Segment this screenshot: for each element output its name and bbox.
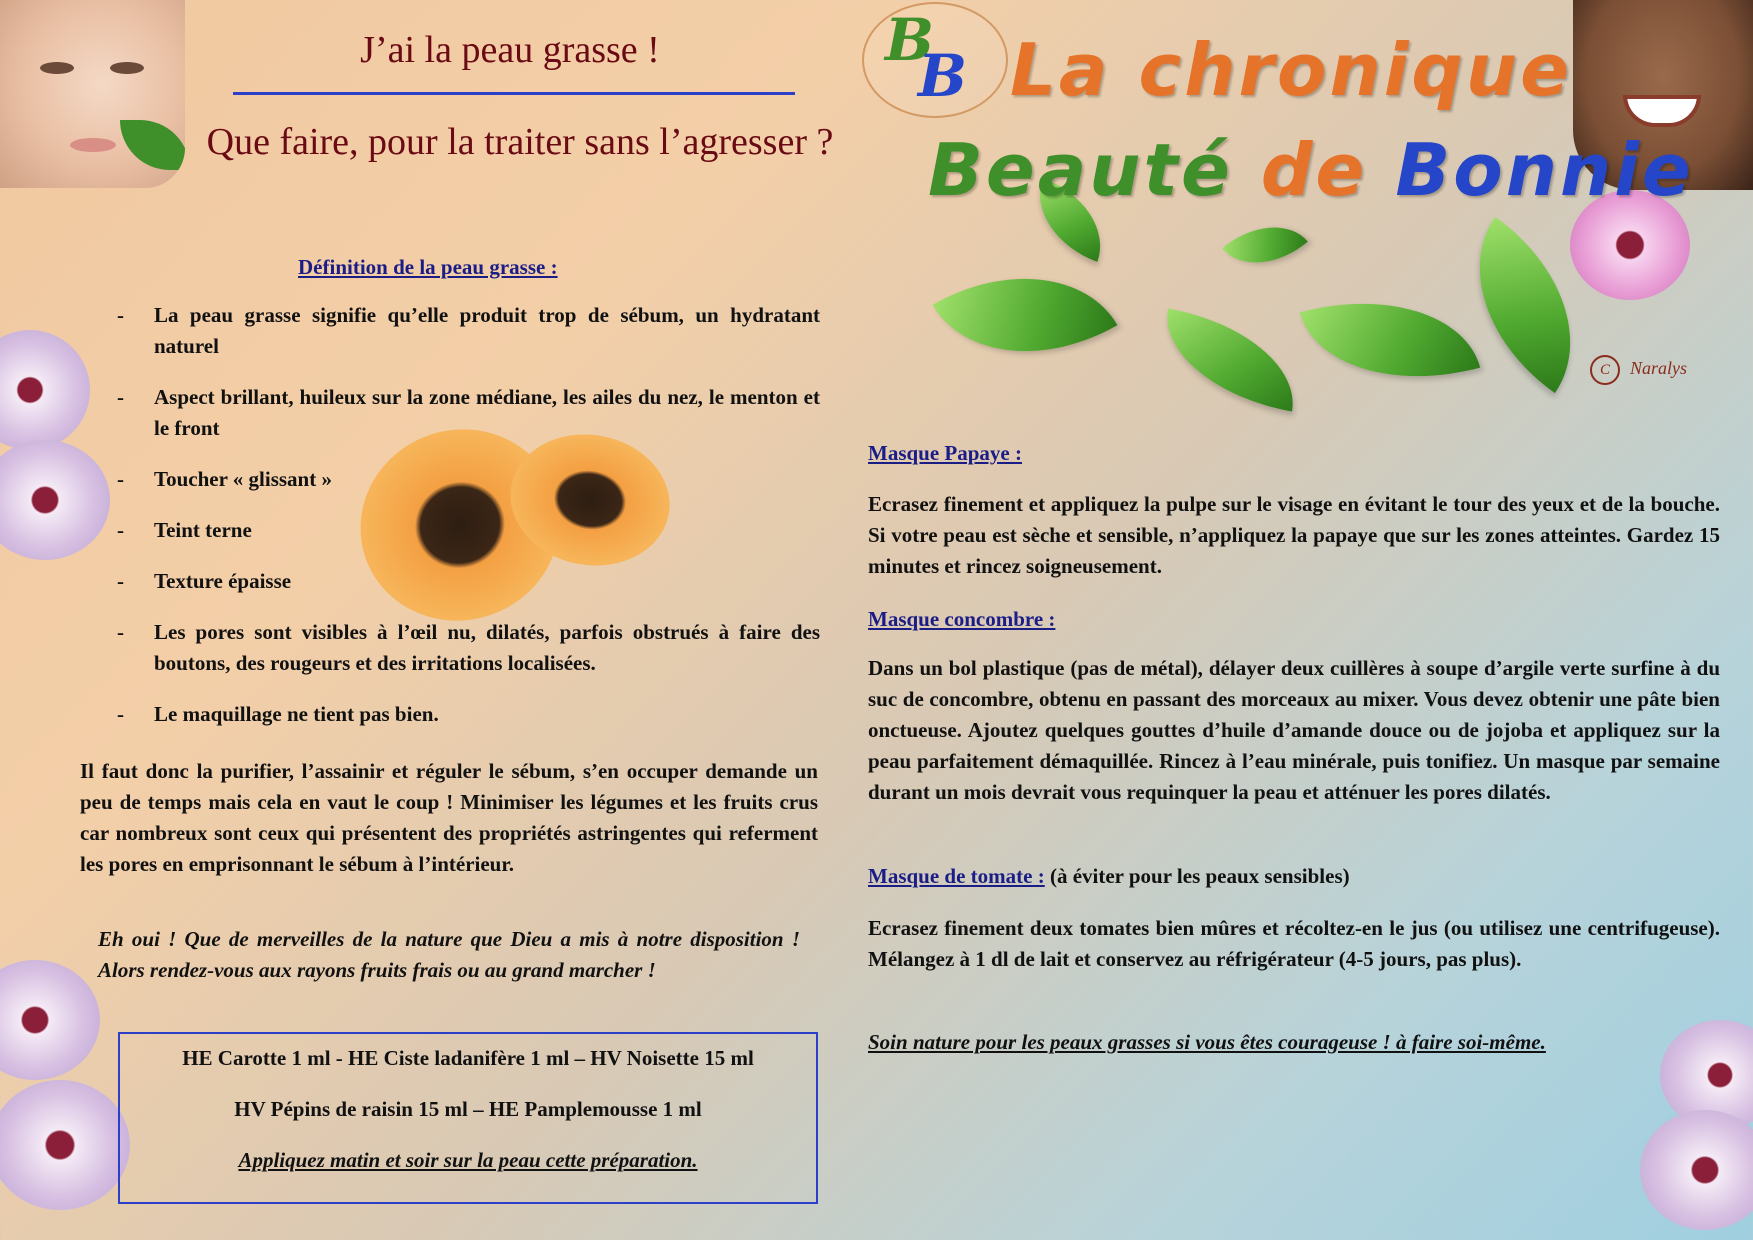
recipe-instruction: Appliquez matin et soir sur la peau cette préparation.	[238, 1148, 698, 1172]
tomato-mask-note: (à éviter pour les peaux sensibles)	[1049, 864, 1350, 888]
brand-title-line2	[928, 128, 1694, 212]
brand-title-line1: La chronique	[1010, 28, 1573, 112]
nature-quote: Eh oui ! Que de merveilles de la nature que Dieu a mis à notre disposition ! Alors rendez-vous aux rayons fruits frais ou au grand marcher !	[98, 927, 800, 982]
list-item: - Teint terne	[110, 515, 404, 546]
list-item: - La peau grasse signifie qu’elle produit trop de sébum, un hydratant naturel	[110, 300, 820, 362]
page-title: J’ai la peau grasse !	[360, 29, 660, 71]
cucumber-mask-text: Dans un bol plastique (pas de métal), délayer deux cuillères à soupe d’argile verte surfine à du suc de concombre, obtenu en passant des morceaux au mixer. Vous devez obtenir une pâte bien onctueuse. Ajoutez quelques gouttes d’huile d’amande douce ou de jojoba et appliquez sur la peau parfaitement démaquillée. Rincez à l’eau minérale, puis tonifiez. Un masque par semaine durant un mois devrait vous requinquer la peau et atténuer les pores dilatés.	[868, 656, 1720, 804]
papaya-mask-text: Ecrasez finement et appliquez la pulpe sur le visage en évitant le tour des yeux et de la bouche. Si votre peau est sèche et sensible, n’appliquez la papaye que sur les zones atteintes. Gardez 15 minutes et rincez soigneusement.	[868, 492, 1720, 578]
list-item: - Toucher « glissant »	[110, 464, 404, 495]
recipe-line-2: HV Pépins de raisin 15 ml – HE Pamplemousse 1 ml	[234, 1097, 702, 1121]
recipe-line-1: HE Carotte 1 ml - HE Ciste ladanifère 1 ml – HV Noisette 15 ml	[182, 1046, 754, 1070]
tomato-mask-heading: Masque de tomate :	[868, 864, 1045, 888]
papaya-mask-heading: Masque Papaye :	[868, 441, 1022, 465]
bb-logo-letter-blue: B	[918, 42, 968, 110]
list-item: - Texture épaisse	[110, 566, 404, 597]
brand-word-bonnie: Bonnie	[1395, 128, 1694, 212]
orchid-decoration-left-bottom2	[0, 1080, 130, 1210]
title-divider	[233, 92, 795, 95]
recipe-box	[118, 1032, 818, 1204]
orchid-decoration-left-bottom1	[0, 960, 100, 1080]
brand-word-de: de	[1260, 128, 1368, 212]
copyright-mark: C	[1590, 355, 1620, 385]
list-item: - Aspect brillant, huileux sur la zone médiane, les ailes du nez, le menton et le front	[110, 382, 820, 444]
orchid-decoration-left-mid	[0, 440, 110, 560]
symptoms-list	[110, 300, 820, 750]
list-item: - Le maquillage ne tient pas bien.	[110, 699, 820, 730]
cucumber-mask-heading: Masque concombre :	[868, 607, 1056, 631]
treatment-paragraph: Il faut donc la purifier, l’assainir et réguler le sébum, s’en occuper demande un peu de temps mais cela en vaut le coup ! Minimiser les légumes et les fruits crus car nombreux sont ceux qui présentent des propriétés astringentes qui referment les pores en emprisonnant le sébum à l’intérieur.	[80, 759, 818, 876]
list-item: - Les pores sont visibles à l’œil nu, dilatés, parfois obstrués à faire des boutons, des rougeurs et des irritations localisées.	[110, 617, 820, 679]
closing-note: Soin nature pour les peaux grasses si vous êtes courageuse ! à faire soi-même.	[868, 1030, 1546, 1054]
definition-heading: Définition de la peau grasse :	[298, 255, 558, 279]
signature-name: Naralys	[1630, 358, 1688, 378]
brand-word-beaute: Beauté	[928, 128, 1233, 212]
bb-logo-letter-green: B	[885, 6, 935, 74]
tomato-mask-text: Ecrasez finement deux tomates bien mûres et récoltez-en le jus (ou utilisez une centrifugeuse). Mélangez à 1 dl de lait et conservez au réfrigérateur (4-5 jours, pas plus).	[868, 916, 1720, 971]
tomato-mask-heading-row	[868, 861, 1720, 892]
artist-signature	[1590, 355, 1710, 385]
orchid-decoration-right-bottom2	[1640, 1110, 1753, 1230]
page-subtitle: Que faire, pour la traiter sans l’agresser ?	[206, 121, 834, 163]
woman-face-photo-left	[0, 0, 185, 188]
orchid-decoration-left-top	[0, 330, 90, 450]
